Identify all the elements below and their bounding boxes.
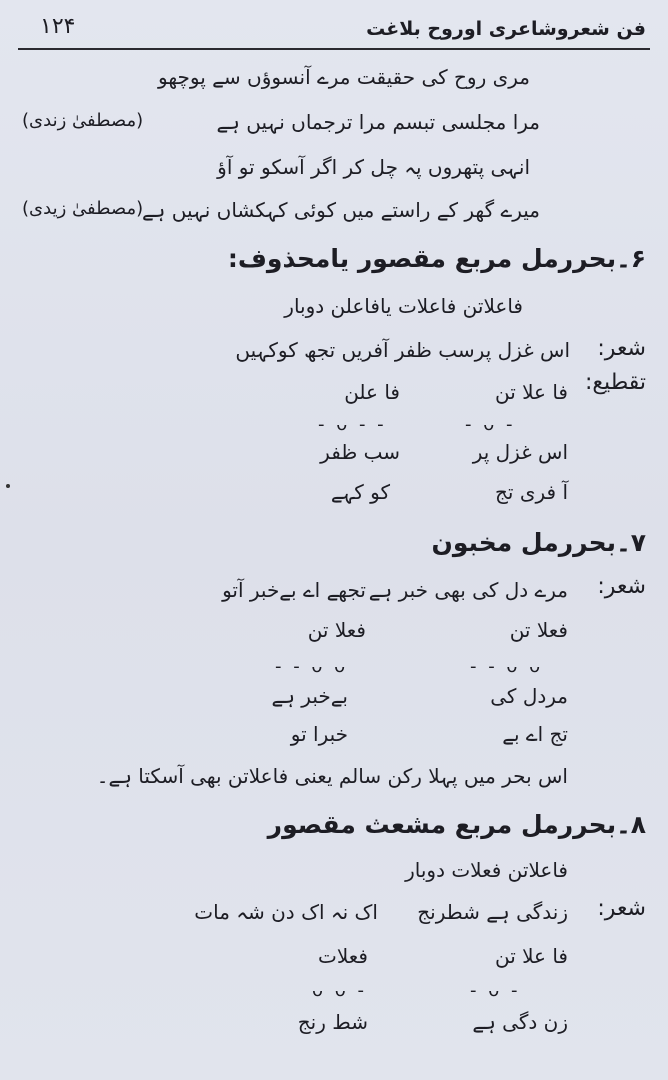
poet-credit-2: (مصطفیٰ زیدی) <box>22 198 144 219</box>
verse-line-1: مری روح کی حقیقت مرے آنسوؤں سے پوچھو <box>158 65 530 89</box>
section-7-heading: ۷۔بحررمل مخبون <box>431 528 646 557</box>
section-8-scan-1a: فا علا تن <box>494 944 568 968</box>
section-6-taqti-label: تقطیع: <box>584 370 646 395</box>
section-7-marks-1a: - - ᴗ ᴗ <box>470 656 544 677</box>
section-6-marks-1a: - ᴗ - <box>465 414 516 435</box>
section-6-scan-1a: فا علا تن <box>494 380 568 404</box>
section-7-sher-a: مرے دل کی بھی خبر ہے <box>368 578 568 602</box>
section-6-scan-2a: اس غزل پر <box>472 440 568 464</box>
section-8-sher-label: شعر: <box>597 896 646 921</box>
section-7-scan-3b: خبرا تو <box>290 722 348 746</box>
poet-credit-1: (مصطفیٰ زندی) <box>22 110 144 131</box>
running-header-title: فن شعروشاعری اوروح بلاغت <box>366 18 646 40</box>
section-6-scan-3b: کو کہے <box>330 480 390 504</box>
section-6-scan-2b: سب ظفر <box>320 440 400 464</box>
section-6-sher: اس غزل پرسب ظفر آفریں تجھ کوکہیں <box>235 338 570 362</box>
section-7-scan-2a: مردل کی <box>490 684 568 708</box>
section-6-scan-3a: آ فری تج <box>495 480 568 504</box>
section-6-meter: فاعلاتن فاعلات یافاعلن دوبار <box>284 294 523 318</box>
section-7-scan-2b: بےخبر ہے <box>271 684 348 708</box>
section-7-scan-1b: فعلا تن <box>307 618 366 642</box>
section-8-scan-1b: فعلات <box>318 944 368 968</box>
section-7-sher-label: شعر: <box>597 574 646 599</box>
section-8-marks-1b: ᴗ ᴗ - <box>312 980 367 1001</box>
section-7-marks-1b: - - ᴗ ᴗ <box>275 656 349 677</box>
section-7-note: اس بحر میں پہلا رکن سالم یعنی فاعلاتن بھی آسکتا ہے۔ <box>96 764 568 788</box>
section-7-scan-3a: تج اے بے <box>502 722 568 746</box>
section-6-sher-label: شعر: <box>597 336 646 361</box>
header-rule <box>18 48 650 50</box>
section-8-scan-2b: شط رنج <box>297 1010 368 1034</box>
section-8-meter: فاعلاتن فعلات دوبار <box>405 858 568 882</box>
section-7-scan-1a: فعلا تن <box>509 618 568 642</box>
section-8-sher-a: زندگی ہے شطرنج <box>417 900 568 924</box>
verse-line-4: میرے گھر کے راستے میں کوئی کہکشاں نہیں ہے <box>141 198 540 222</box>
verse-line-3: انہی پتھروں پہ چل کر اگر آسکو تو آؤ <box>217 155 530 179</box>
section-8-scan-2a: زن دگی ہے <box>472 1010 568 1034</box>
section-6-heading: ۶۔بحررمل مربع مقصور یامحذوف: <box>227 244 646 273</box>
section-6-marks-1b: - ᴗ - - <box>318 414 387 435</box>
section-8-sher-b: اک نہ اک دن شہ مات <box>194 900 378 924</box>
section-6-scan-1b: فا علن <box>344 380 400 404</box>
section-8-heading: ۸۔بحررمل مربع مشعث مقصور <box>267 810 646 839</box>
section-7-sher-b: تجھے اے بےخبر آتو <box>222 578 366 602</box>
stray-dot <box>6 484 10 488</box>
verse-line-2: مرا مجلسی تبسم مرا ترجماں نہیں ہے <box>216 110 540 134</box>
section-8-marks-1a: - ᴗ - <box>470 980 521 1001</box>
page-number: ۱۲۴ <box>40 14 76 39</box>
